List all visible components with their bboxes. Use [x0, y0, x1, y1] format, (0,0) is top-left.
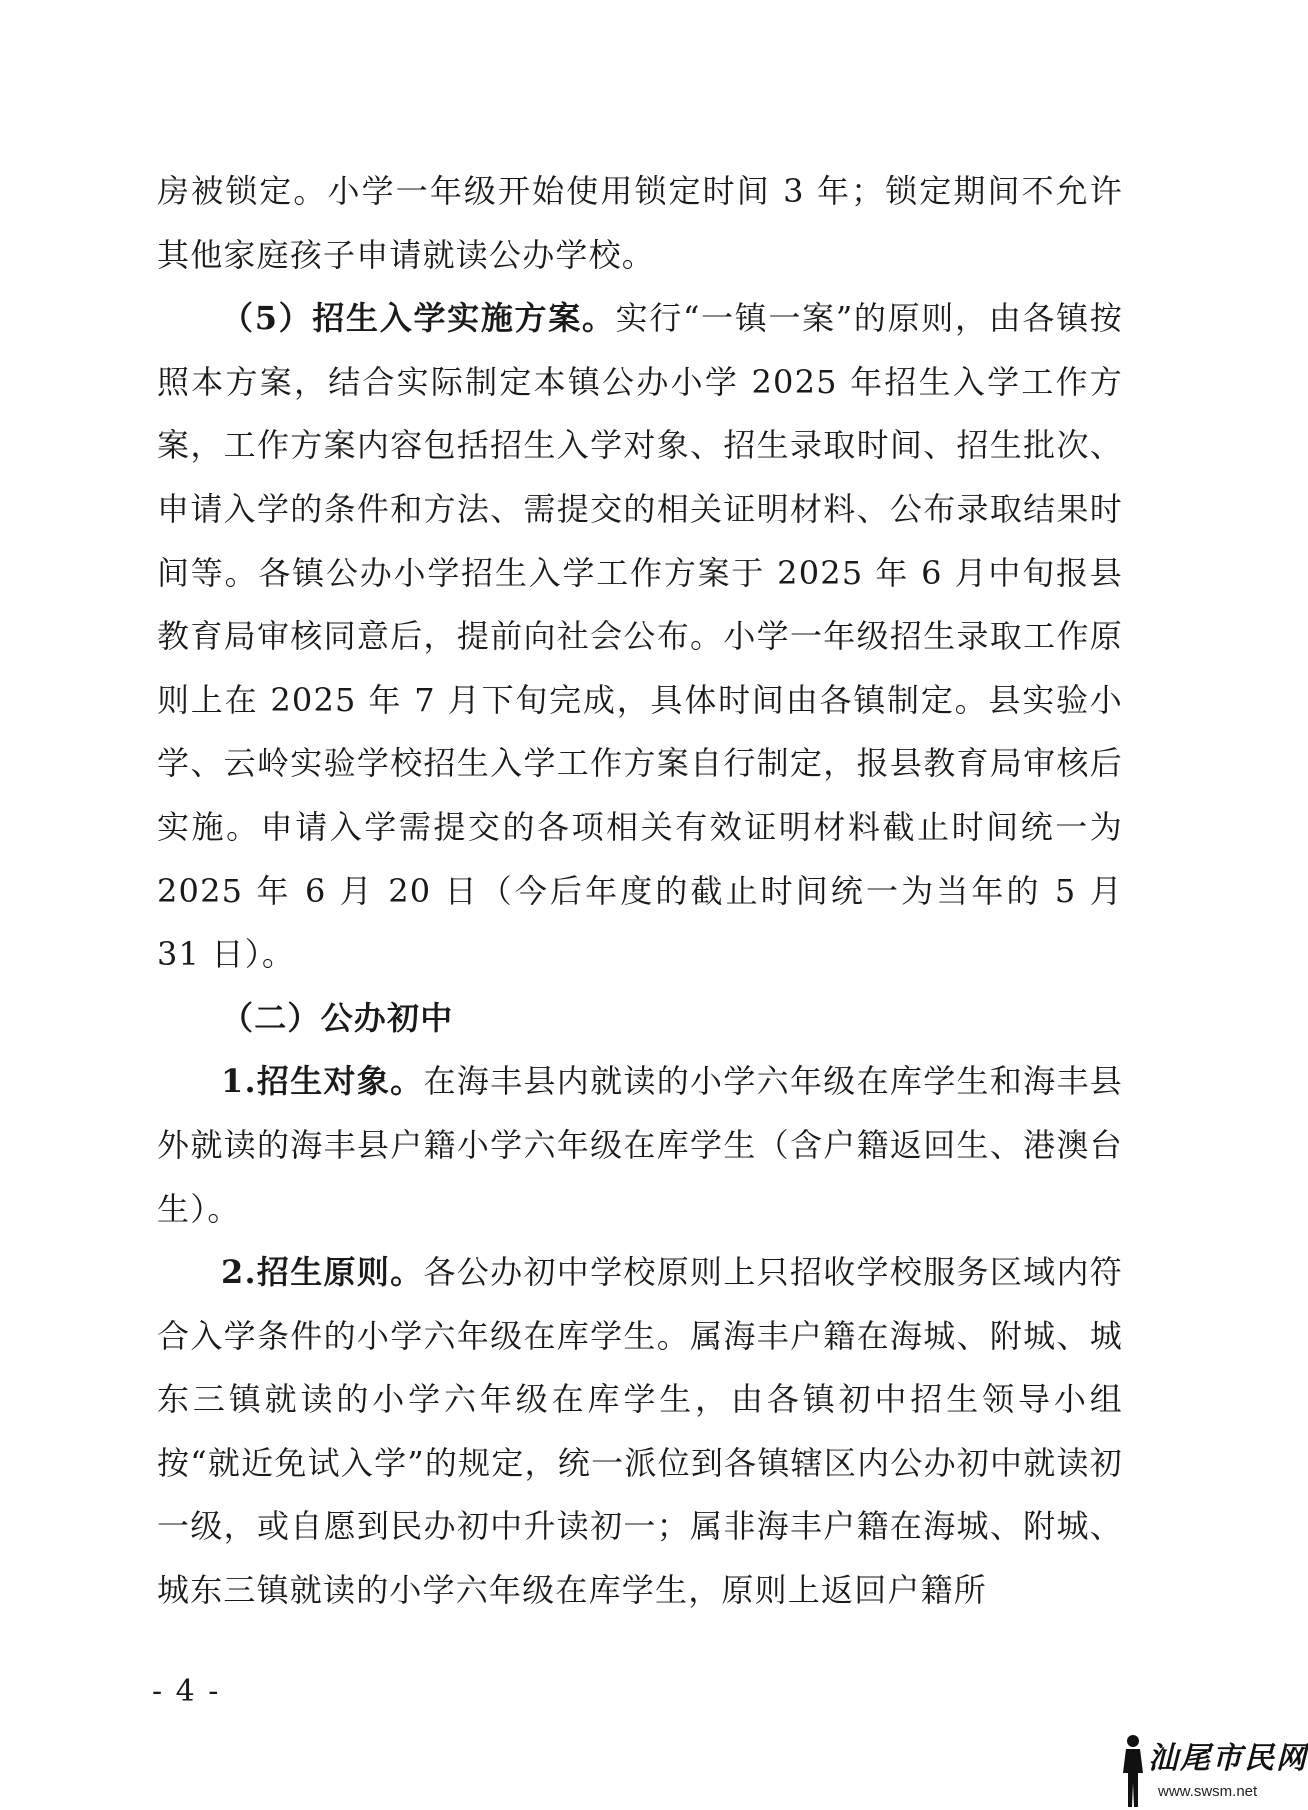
paragraph-continuation: 房被锁定。小学一年级开始使用锁定时间 3 年；锁定期间不允许其他家庭孩子申请就读公办学校。: [157, 172, 1123, 274]
site-watermark: [1118, 1725, 1308, 1809]
watermark-url: www.swsm.net: [1158, 1783, 1258, 1800]
watermark-title: 汕尾市民网: [1148, 1741, 1308, 1776]
paragraph-lead: 1.招生对象。: [221, 1062, 424, 1101]
paragraph-enrollment-principles: 2.招生原则。各公办初中学校原则上只招收学校服务区域内符合入学条件的小学六年级在库学生。属海丰户籍在海城、附城、城东三镇就读的小学六年级在库学生，由各镇初中招生领导小组按“就近免试入学”的规定，统一派位到各镇辖区内公办初中就读初一级，或自愿到民办初中升读初一；属非海丰户籍在海城、附城、城东三镇就读的小学六年级在库学生，原则上返回户籍所: [157, 1253, 1123, 1610]
document-body: [157, 160, 1123, 1623]
page-number: - 4 -: [152, 1674, 221, 1709]
paragraph-implementation-plan: （5）招生入学实施方案。实行“一镇一案”的原则，由各镇按照本方案，结合实际制定本镇公办小学 2025 年招生入学工作方案，工作方案内容包括招生入学对象、招生录取时间、招生批次、申请入学的条件和方法、需提交的相关证明材料、公布录取结果时间等。各镇公办小学招生入学工作方案于 2025 年 6 月中旬报县教育局审核同意后，提前向社会公布。小学一年级招生录取工作原则上在 2025 年 7 月下旬完成，具体时间由各镇制定。县实验小学、云岭实验学校招生入学工作方案自行制定，报县教育局审核后实施。申请入学需提交的各项相关有效证明材料截止时间统一为 2025 年 6 月 20 日（今后年度的截止时间统一为当年的 5 月 31 日）。: [157, 299, 1123, 974]
section-heading-public-junior-high: （二）公办初中: [221, 998, 454, 1037]
paragraph-lead: 2.招生原则。: [221, 1253, 424, 1292]
paragraph-lead: （5）招生入学实施方案。: [221, 299, 616, 338]
silhouette-figure-icon: [1118, 1733, 1148, 1809]
paragraph-enrollment-targets: 1.招生对象。在海丰县内就读的小学六年级在库学生和海丰县外就读的海丰县户籍小学六年级在库学生（含户籍返回生、港澳台生）。: [157, 1062, 1123, 1228]
